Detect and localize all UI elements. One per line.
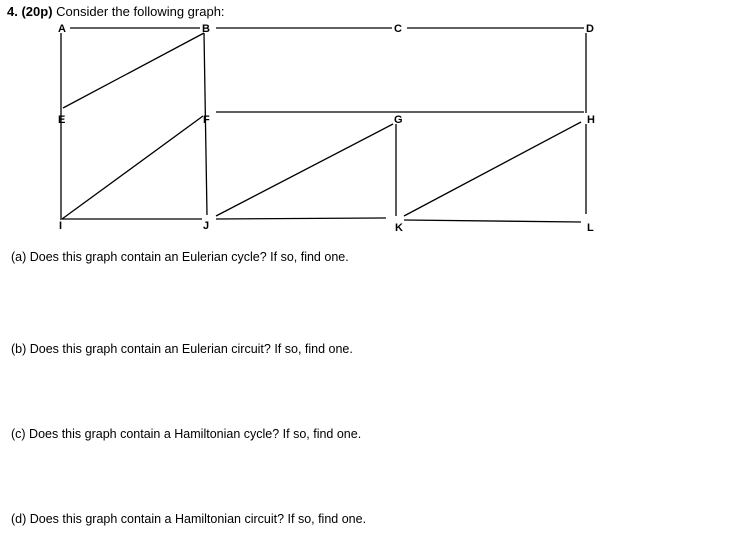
edge-k-l	[404, 220, 581, 222]
question-b: (b) Does this graph contain an Eulerian circuit? If so, find one.	[11, 342, 353, 356]
vertex-label-a: A	[58, 23, 66, 35]
problem-number: 4.	[7, 4, 18, 19]
graph-diagram	[0, 0, 754, 240]
question-a: (a) Does this graph contain an Eulerian cycle? If so, find one.	[11, 250, 349, 264]
vertex-label-h: H	[587, 114, 595, 126]
vertex-label-c: C	[394, 23, 402, 35]
question-c: (c) Does this graph contain a Hamiltonian cycle? If so, find one.	[11, 427, 362, 441]
vertex-label-k: K	[395, 222, 403, 234]
vertex-label-l: L	[587, 222, 594, 234]
problem-points: (20p)	[21, 4, 53, 19]
problem-prompt: Consider the following graph:	[56, 4, 225, 19]
edge-k-h	[404, 122, 581, 216]
vertex-label-f: F	[203, 114, 210, 126]
vertex-label-b: B	[202, 23, 210, 35]
vertex-label-d: D	[586, 23, 594, 35]
vertex-label-e: E	[58, 114, 66, 126]
edge-j-k	[216, 218, 386, 219]
edge-i-f	[62, 116, 203, 219]
edge-j-g	[216, 124, 393, 216]
edge-e-b	[63, 33, 204, 108]
vertex-label-i: I	[59, 220, 63, 232]
question-d: (d) Does this graph contain a Hamiltonian circuit? If so, find one.	[11, 512, 367, 526]
vertex-label-j: J	[203, 220, 210, 232]
vertex-label-g: G	[394, 114, 403, 126]
